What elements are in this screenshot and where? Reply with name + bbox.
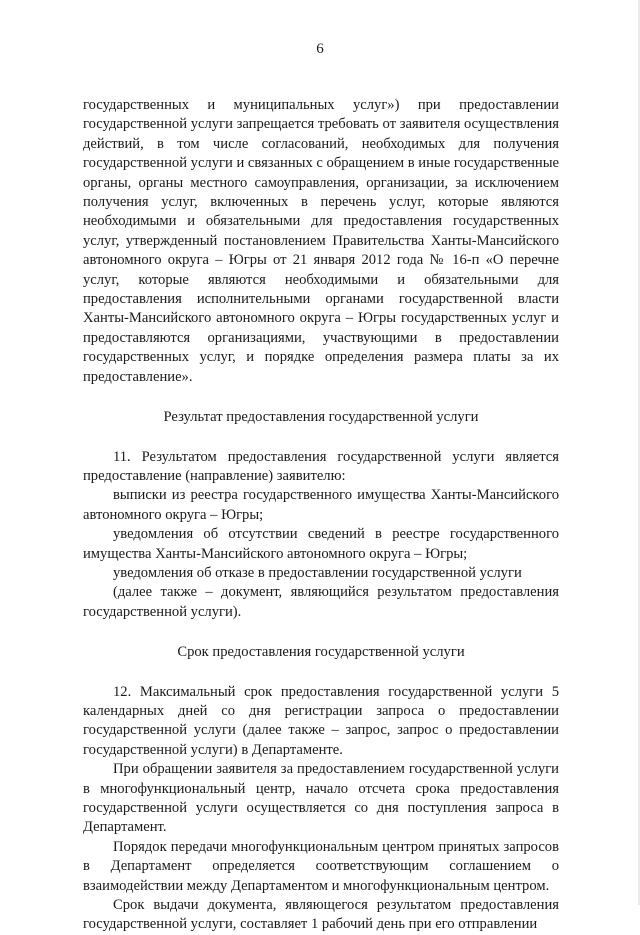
result-paragraph-1: 11. Результатом предоставления государственной услуги является предоставление (направление) заявителю: (83, 448, 559, 484)
page-number: 6 (316, 41, 324, 57)
term-paragraph-3: Порядок передачи многофункциональным центром принятых запросов в Департамент определяется соответствующим соглашением о взаимодействии между Департаментом и многофункциональным центром. (83, 838, 559, 894)
intro-paragraph: государственных и муниципальных услуг») при предоставлении государственной услуги запрещается требовать от заявителя осуществления действий, в том числе согласований, необходимых для получения государственной услуги и связанных с обращением в иные государственные органы, органы местного самоуправления, организации, за исключением получения услуг, включенных в перечень услуг, которые являются необходимыми и обязательными для предоставления государственных услуг, утвержденный постановлением Правительства Ханты-Мансийского автономного округа – Югры от 21 января 2012 года № 16-п «О перечне услуг, которые являются необходимыми и обязательными для предоставления исполнительными органами государственной власти Ханты-Мансийского автономного округа – Югры государственных услуг и предоставляются организациями, участвующими в предоставлении государственных услуг, и порядке определения размера платы за их предоставление». (83, 97, 560, 385)
result-heading: Результат предоставления государственной услуги (163, 409, 479, 426)
result-paragraph-4: уведомления об отказе в предоставлении государственной услуги (113, 564, 522, 581)
term-paragraph-1: 12. Максимальный срок предоставления государственной услуги 5 календарных дней со дня регистрации запроса о предоставлении государственной услуги (далее также – запрос, запрос о предоставлении государственной услуги) в Департаменте. (83, 683, 559, 758)
result-paragraph-3: уведомления об отсутствии сведений в реестре государственного имущества Ханты-Мансийского автономного округа – Югры; (83, 526, 559, 562)
result-paragraph-2: выписки из реестра государственного имущества Ханты-Мансийского автономного округа – Югры; (83, 487, 559, 523)
term-paragraph-4: Срок выдачи документа, являющегося результатом предоставления государственной услуги, составляет 1 рабочий день при его отправлении (83, 897, 559, 933)
document-body (83, 96, 559, 935)
term-paragraph-2: При обращении заявителя за предоставлением государственной услуги в многофункциональный центр, начало отсчета срока предоставления государственной услуги осуществляется со дня поступления запроса в Департамент. (83, 761, 559, 836)
result-paragraph-5: (далее также – документ, являющийся результатом предоставления государственной услуги). (83, 584, 559, 620)
term-heading: Срок предоставления государственной услуги (177, 644, 465, 661)
